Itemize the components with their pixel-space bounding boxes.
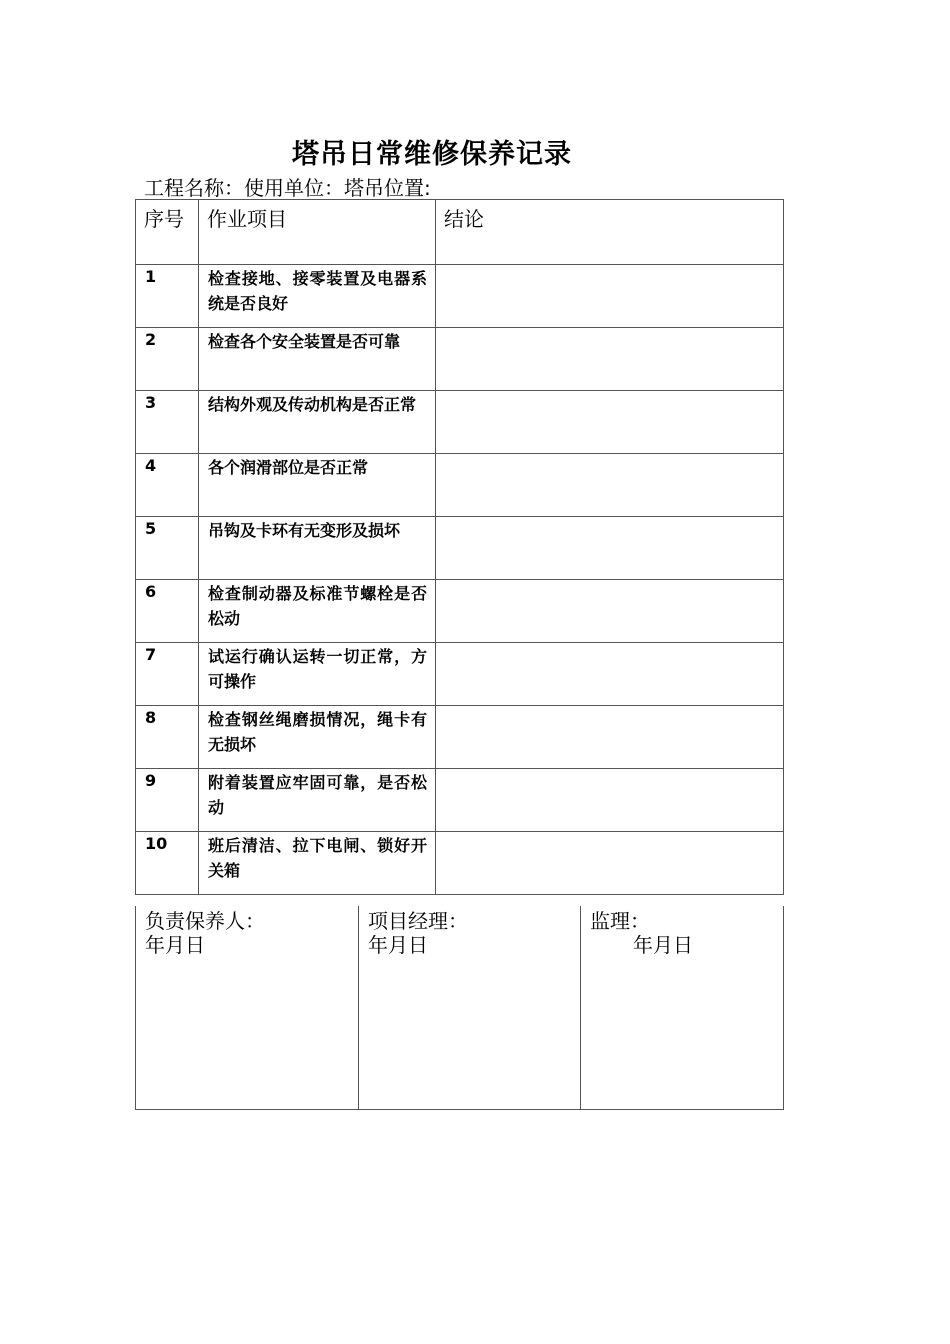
row-result-cell[interactable] xyxy=(436,832,784,895)
row-no: 7 xyxy=(145,645,157,664)
manager-label: 项目经理： xyxy=(368,909,468,933)
row-result-cell[interactable] xyxy=(436,517,784,580)
row-item: 附着装置应牢固可靠，是否松动 xyxy=(208,773,427,817)
row-result-cell[interactable] xyxy=(436,769,784,832)
row-item-cell xyxy=(199,517,436,580)
row-result-cell[interactable] xyxy=(436,643,784,706)
row-item: 班后清洁、拉下电闸、锁好开关箱 xyxy=(208,836,427,880)
table-row xyxy=(136,454,784,517)
row-result-cell[interactable] xyxy=(436,265,784,328)
signature-supervisor-cell[interactable] xyxy=(581,906,784,1109)
row-no-cell xyxy=(136,454,199,517)
row-item: 结构外观及传动机构是否正常 xyxy=(208,395,417,414)
signature-manager-cell[interactable] xyxy=(359,906,581,1109)
table-row xyxy=(136,391,784,454)
header-no-cell xyxy=(136,200,199,265)
header-no: 序号 xyxy=(144,207,184,231)
maintenance-table xyxy=(135,199,784,895)
table-row xyxy=(136,706,784,769)
signature-maintainer-cell[interactable] xyxy=(136,906,359,1109)
row-item: 吊钩及卡环有无变形及损坏 xyxy=(208,521,401,540)
row-item-cell xyxy=(199,580,436,643)
table-row xyxy=(136,328,784,391)
table-header-row xyxy=(136,200,784,265)
header-item: 作业项目 xyxy=(207,207,287,231)
row-result-cell[interactable] xyxy=(436,454,784,517)
row-no-cell xyxy=(136,517,199,580)
row-no-cell xyxy=(136,769,199,832)
supervisor-date: 年月日 xyxy=(633,933,693,957)
table-row xyxy=(136,580,784,643)
row-result-cell[interactable] xyxy=(436,580,784,643)
header-result-cell xyxy=(436,200,784,265)
row-no-cell xyxy=(136,328,199,391)
maintainer-date: 年月日 xyxy=(145,933,205,957)
row-item-cell xyxy=(199,643,436,706)
row-item: 检查钢丝绳磨损情况，绳卡有无损坏 xyxy=(208,710,427,754)
row-no: 2 xyxy=(145,330,157,349)
row-no-cell xyxy=(136,832,199,895)
row-item-cell xyxy=(199,391,436,454)
row-item: 检查各个安全装置是否可靠 xyxy=(208,332,401,351)
row-no: 1 xyxy=(145,267,157,286)
supervisor-label: 监理： xyxy=(590,909,650,933)
row-item-cell xyxy=(199,265,436,328)
header-result: 结论 xyxy=(444,207,484,231)
table-row xyxy=(136,832,784,895)
row-no: 3 xyxy=(145,393,157,412)
row-no-cell xyxy=(136,391,199,454)
row-no: 10 xyxy=(145,834,168,853)
table-row xyxy=(136,265,784,328)
row-no: 9 xyxy=(145,771,157,790)
row-item: 检查接地、接零装置及电器系统是否良好 xyxy=(208,269,427,313)
row-item-cell xyxy=(199,769,436,832)
table-row xyxy=(136,643,784,706)
table-row xyxy=(136,517,784,580)
row-result-cell[interactable] xyxy=(436,328,784,391)
row-no: 4 xyxy=(145,456,157,475)
row-item-cell xyxy=(199,328,436,391)
row-item: 试运行确认运转一切正常，方可操作 xyxy=(208,647,427,691)
row-no: 5 xyxy=(145,519,157,538)
row-item-cell xyxy=(199,832,436,895)
row-item: 各个润滑部位是否正常 xyxy=(208,458,369,477)
row-no-cell xyxy=(136,643,199,706)
row-item-cell xyxy=(199,454,436,517)
row-no: 8 xyxy=(145,708,157,727)
row-no-cell xyxy=(136,706,199,769)
table-row xyxy=(136,769,784,832)
row-no-cell xyxy=(136,580,199,643)
manager-date: 年月日 xyxy=(368,933,428,957)
row-item: 检查制动器及标准节螺栓是否松动 xyxy=(208,584,427,628)
signature-table xyxy=(135,906,784,1110)
row-no-cell xyxy=(136,265,199,328)
row-no: 6 xyxy=(145,582,157,601)
maintainer-label: 负责保养人： xyxy=(145,909,265,933)
row-item-cell xyxy=(199,706,436,769)
header-item-cell xyxy=(199,200,436,265)
page-title: 塔吊日常维修保养记录 xyxy=(292,139,572,170)
project-info-line: 工程名称：使用单位：塔吊位置: xyxy=(144,176,431,200)
signature-row xyxy=(136,906,784,1109)
row-result-cell[interactable] xyxy=(436,706,784,769)
row-result-cell[interactable] xyxy=(436,391,784,454)
